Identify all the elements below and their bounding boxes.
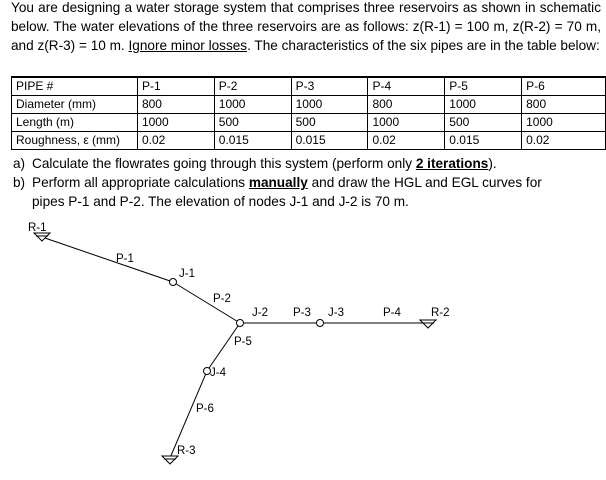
table-cell: 800: [522, 96, 606, 114]
table-cell: 1000: [137, 114, 214, 132]
label-p2: P-2: [213, 293, 231, 305]
question-b-emphasis: manually: [248, 175, 308, 190]
question-b-label: b): [13, 175, 26, 190]
table-cell: 0.02: [522, 132, 606, 150]
reservoir-r3-icon: [162, 456, 178, 464]
junction-j1-node: [170, 279, 177, 286]
table-header-cell: P-2: [214, 77, 291, 96]
intro-text: You are designing a water storage system that comprises three reservoirs as shown in schematic below. The water elevations of the three reservoirs are as follows: z(R-1) = 100 m, z(R-2) = 70 m, and z(R-3) = 10 m.: [11, 0, 601, 53]
label-p4: P-4: [383, 307, 401, 319]
question-a-end: ).: [488, 156, 497, 171]
table-header-cell: PIPE #: [12, 77, 138, 96]
label-j3: J-3: [328, 307, 344, 319]
table-cell: 500: [291, 114, 368, 132]
junction-j3-node: [317, 320, 324, 327]
table-cell: 0.015: [445, 132, 522, 150]
table-header-cell: P-3: [291, 77, 368, 96]
question-a-text: Calculate the flowrates going through this system (perform only: [32, 156, 416, 171]
label-r1: R-1: [28, 222, 47, 234]
label-p5: P-5: [234, 336, 252, 348]
table-cell: 500: [214, 114, 291, 132]
label-p1: P-1: [116, 253, 134, 265]
label-p6: P-6: [196, 403, 214, 415]
label-j2: J-2: [252, 307, 268, 319]
table-cell: 1000: [368, 114, 445, 132]
table-cell: 0.015: [214, 132, 291, 150]
table-cell: 0.015: [291, 132, 368, 150]
pipe-p1-line: [42, 237, 173, 282]
table-header-cell: P-1: [137, 77, 214, 96]
table-cell: 1000: [522, 114, 606, 132]
question-b-text-2: and draw the HGL and EGL curves for: [307, 175, 542, 190]
label-j1: J-1: [179, 268, 195, 280]
table-cell: 1000: [214, 96, 291, 114]
ignore-minor-losses: Ignore minor losses: [128, 38, 248, 53]
question-b-text: Perform all appropriate calculations: [32, 175, 249, 190]
label-p3: P-3: [293, 307, 311, 319]
table-cell: Diameter (mm): [12, 96, 138, 114]
question-a-emphasis: 2 iterations: [415, 156, 489, 171]
table-cell: 800: [368, 96, 445, 114]
table-cell: 1000: [291, 96, 368, 114]
intro-text-2: . The characteristics of the six pipes are in the table below:: [247, 38, 600, 53]
table-cell: Roughness, ε (mm): [12, 132, 138, 150]
reservoir-r1-icon: [34, 233, 50, 241]
table-cell: 1000: [445, 96, 522, 114]
label-r3: R-3: [177, 445, 196, 457]
label-r2: R-2: [431, 307, 450, 319]
table-cell: 800: [137, 96, 214, 114]
table-cell: 0.02: [368, 132, 445, 150]
table-header-cell: P-4: [368, 77, 445, 96]
junction-j2-node: [237, 320, 244, 327]
reservoir-r2-icon: [420, 320, 436, 328]
question-b-line-2: pipes P-1 and P-2. The elevation of nodes J-1 and J-2 is 70 m.: [32, 194, 409, 209]
table-cell: Length (m): [12, 114, 138, 132]
table-header-cell: P-5: [445, 77, 522, 96]
question-a-label: a): [13, 156, 26, 171]
table-header-cell: P-6: [522, 77, 606, 96]
table-cell: 500: [445, 114, 522, 132]
label-j4: J-4: [210, 367, 226, 379]
table-cell: 0.02: [137, 132, 214, 150]
